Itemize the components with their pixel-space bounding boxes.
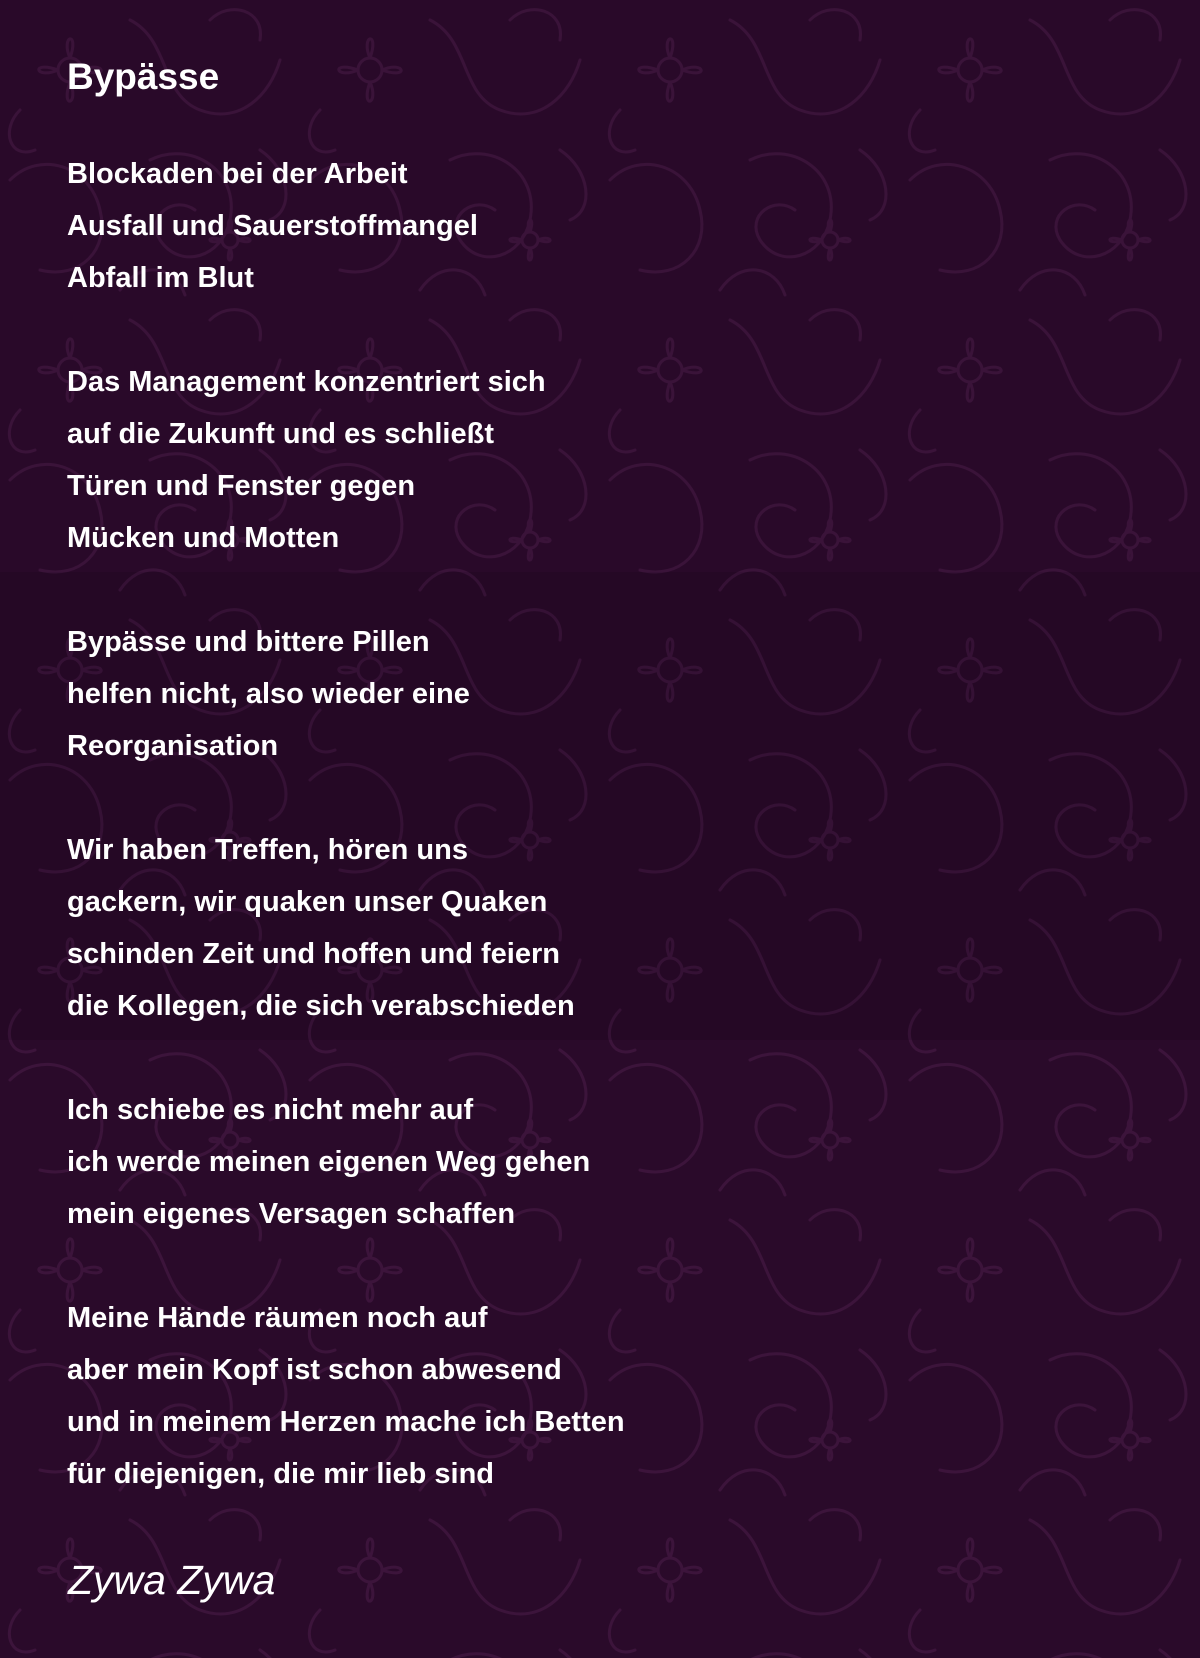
poem-line: Blockaden bei der Arbeit (67, 158, 408, 190)
poem-line: helfen nicht, also wieder eine (67, 678, 470, 710)
stanza-4 (67, 824, 575, 1032)
poem-line: Das Management konzentriert sich (67, 366, 546, 398)
poem-title: Bypässe (67, 56, 220, 97)
poem-line: Reorganisation (67, 730, 279, 762)
stanza-1 (67, 148, 478, 304)
poem-line: auf die Zukunft und es schließt (67, 418, 494, 450)
stanza-6 (67, 1292, 625, 1500)
poem-line: die Kollegen, die sich verabschieden (67, 990, 575, 1022)
poem-line: Türen und Fenster gegen (67, 470, 416, 502)
poem-line: mein eigenes Versagen schaffen (67, 1198, 516, 1230)
poem-line: Meine Hände räumen noch auf (67, 1302, 488, 1334)
poem-line: aber mein Kopf ist schon abwesend (67, 1354, 562, 1386)
stanza-5 (67, 1084, 590, 1240)
stanza-3 (67, 616, 470, 772)
poem-line: Ausfall und Sauerstoffmangel (67, 210, 478, 242)
poem-line: Wir haben Treffen, hören uns (67, 834, 468, 866)
poem-line: schinden Zeit und hoffen und feiern (67, 938, 560, 970)
poem-line: gackern, wir quaken unser Quaken (67, 886, 548, 918)
stanza-2 (67, 356, 546, 564)
poem-line: Bypässe und bittere Pillen (67, 626, 430, 658)
poem-line: Mücken und Motten (67, 522, 340, 554)
poem-line: ich werde meinen eigenen Weg gehen (67, 1146, 591, 1178)
poem-author: Zywa Zywa (68, 1557, 276, 1603)
poem-line: und in meinem Herzen mache ich Betten (67, 1406, 625, 1438)
poem-line: für diejenigen, die mir lieb sind (67, 1458, 495, 1490)
poem-line: Ich schiebe es nicht mehr auf (67, 1094, 474, 1126)
poem-line: Abfall im Blut (67, 262, 254, 294)
